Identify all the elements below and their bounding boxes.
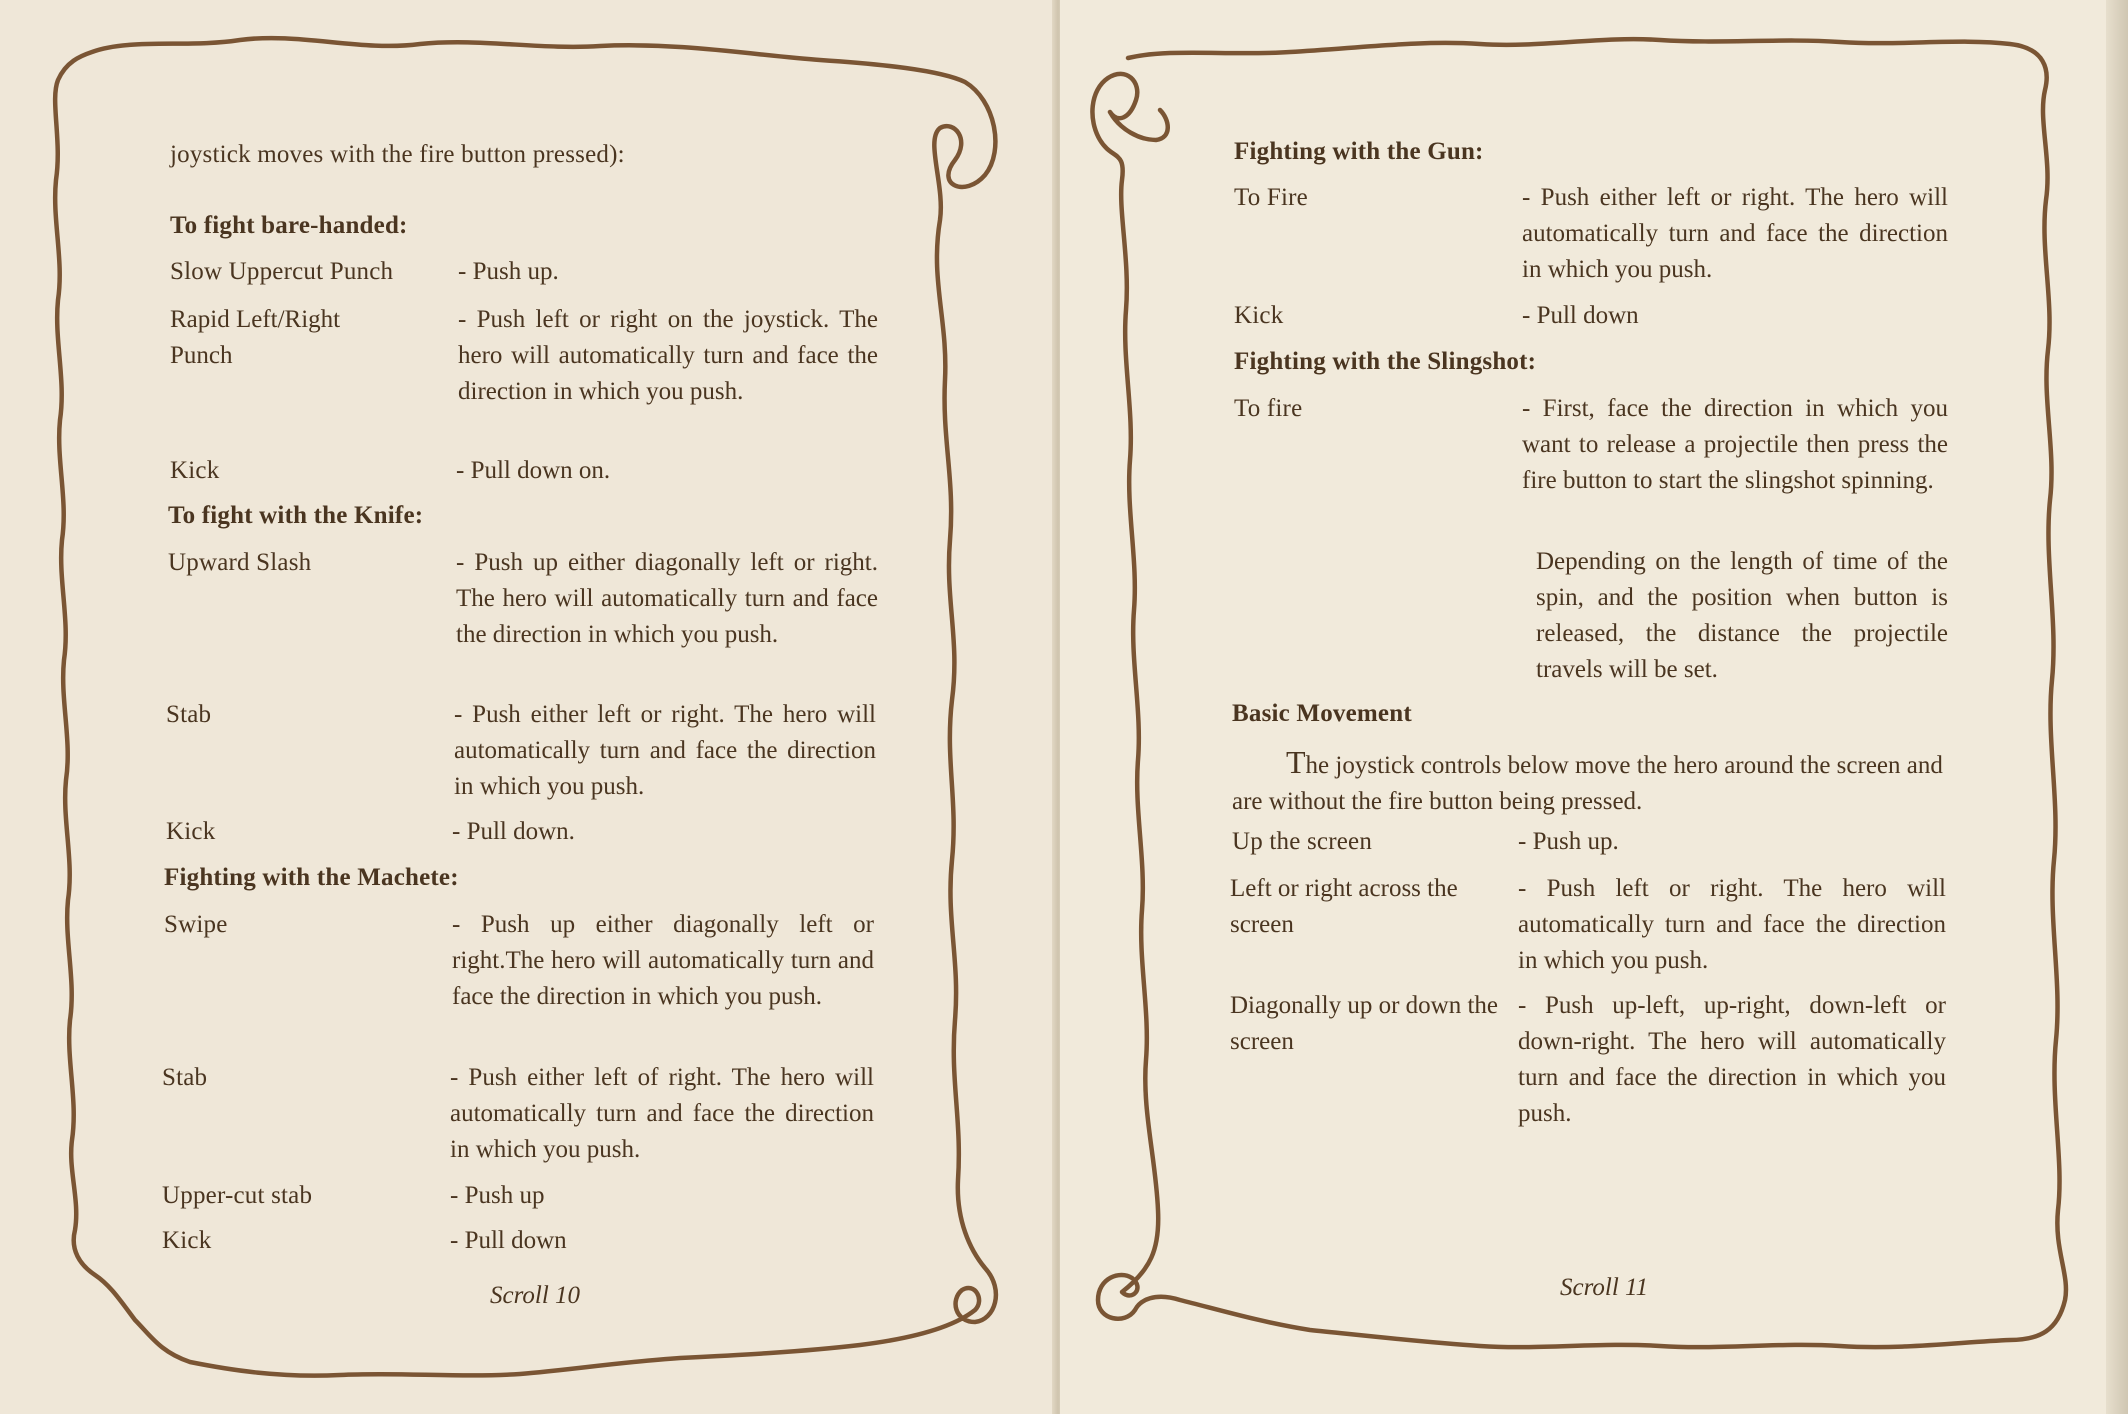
move-label: Upward Slash <box>168 549 312 576</box>
move-action: - Pull down <box>450 1227 567 1254</box>
move-label: Left or right across the screen <box>1230 875 1458 938</box>
move-label: Kick <box>162 1227 212 1254</box>
right-page <box>1060 0 2128 1414</box>
movement-intro-text: he joystick controls below move the hero around the screen and are without the fire button being pressed. <box>1232 752 1943 815</box>
move-action: - Push left or right. The hero will automatically turn and face the direction in which you push. <box>1518 875 1946 974</box>
move-action: - Push either left or right. The hero will automatically turn and face the direction in which you push. <box>454 701 876 800</box>
move-action: - Pull down <box>1522 302 1639 329</box>
move-action: - Pull down on. <box>456 457 611 484</box>
drop-cap: T <box>1286 744 1306 780</box>
move-label: Stab <box>166 701 212 728</box>
section-heading-knife: To fight with the Knife: <box>168 502 424 529</box>
move-action: - Pull down. <box>452 818 575 845</box>
move-action: - First, face the direction in which you want to release a projectile then press the fire button to start the slingshot spinning. <box>1522 395 1948 494</box>
move-label: Upper-cut stab <box>162 1182 313 1209</box>
section-heading-machete: Fighting with the Machete: <box>164 864 459 891</box>
move-action: - Push up either diagonally left or right. The hero will automatically turn and face the direction in which you push. <box>456 549 878 648</box>
section-heading-gun: Fighting with the Gun: <box>1234 138 1484 165</box>
move-action: - Push up. <box>458 258 559 285</box>
section-heading-bare-handed: To fight bare-handed: <box>170 212 408 239</box>
move-action: - Push up either diagonally left or right.The hero will automatically turn and face the direction in which you push. <box>452 911 874 1010</box>
move-action: - Push up <box>450 1182 545 1209</box>
move-label: To Fire <box>1234 184 1308 211</box>
move-action: - Push up. <box>1518 828 1619 855</box>
move-label: Kick <box>1234 302 1284 329</box>
move-action: - Push up-left, up-right, down-left or down-right. The hero will automatically turn and face the direction in which you push. <box>1518 992 1946 1127</box>
move-label: Stab <box>162 1064 208 1091</box>
section-heading-slingshot: Fighting with the Slingshot: <box>1234 348 1537 375</box>
move-label: Swipe <box>164 911 228 938</box>
left-page <box>0 0 1058 1414</box>
move-label: Slow Uppercut Punch <box>170 258 394 285</box>
move-label: Kick <box>166 818 216 845</box>
move-action: - Push left or right on the joystick. The hero will automatically turn and face the direction in which you push. <box>458 306 878 405</box>
page-edge <box>2106 0 2128 1414</box>
movement-intro <box>1232 744 1948 820</box>
move-label: To fire <box>1234 395 1303 422</box>
move-action-extra: Depending on the length of time of the spin, and the position when button is released, the distance the projectile travels will be set. <box>1536 548 1948 683</box>
move-label: Rapid Left/Right Punch <box>170 306 341 369</box>
move-label: Kick <box>170 457 220 484</box>
intro-text: joystick moves with the fire button pressed): <box>170 141 625 168</box>
move-action: - Push either left of right. The hero will automatically turn and face the direction in which you push. <box>450 1064 874 1163</box>
move-label: Up the screen <box>1232 828 1373 855</box>
page-number: Scroll 10 <box>490 1282 581 1309</box>
move-action: - Push either left or right. The hero will automatically turn and face the direction in which you push. <box>1522 184 1948 283</box>
move-label: Diagonally up or down the screen <box>1230 992 1499 1055</box>
page-number: Scroll 11 <box>1560 1274 1649 1301</box>
section-heading-movement: Basic Movement <box>1232 700 1412 727</box>
